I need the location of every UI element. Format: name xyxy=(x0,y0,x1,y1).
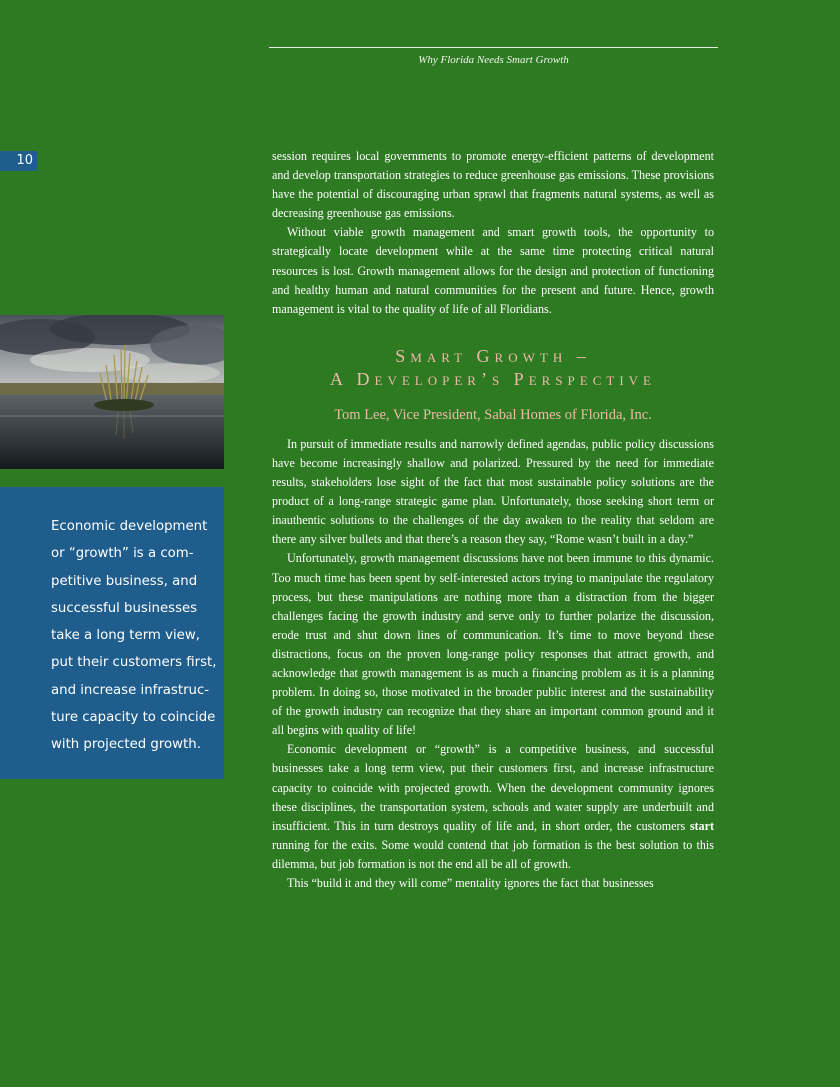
running-title: Why Florida Needs Smart Growth xyxy=(418,54,569,66)
article-body xyxy=(272,147,714,893)
wetland-photo xyxy=(0,315,224,469)
paragraph-5-start: Economic development or “growth” is a competitive business, and successful businesses take a long term view, put their customers first, and increase infrastructure capacity to coincide with projected growth. When the development community ignores these disciplines, the transportation system, schools and water supply are underbuilt and insufficient. This in turn destroys quality of life and, in short order, the customers xyxy=(272,742,714,833)
wetland-photo-image xyxy=(0,315,224,469)
paragraph-6: This “build it and they will come” mentality ignores the fact that businesses xyxy=(287,876,654,890)
paragraph-3: In pursuit of immediate results and narrowly defined agendas, public policy discussions have become increasingly shallow and polarized. Pressured by the need for immediate results, stakeholders lose sight of the fact that most sustainable policy solutions are the product of a long-range strategic game plan. Unfortunately, those seeking short term or inauthentic solutions to the challenges of the day awaken to the reality that seldom are there any silver bullets and that there’s a reason they say, “Rome wasn’t built in a day.” xyxy=(272,436,714,547)
section-heading-line1: Smart Growth – xyxy=(395,345,591,366)
pullquote-panel xyxy=(0,487,224,779)
page-number: 10 xyxy=(0,151,37,171)
section-heading-line2: A Developer’s Perspective xyxy=(330,368,656,389)
bold-word: start xyxy=(689,818,714,833)
section-heading xyxy=(272,345,714,391)
paragraph-1: session requires local governments to promote energy-efficient patterns of development and develop transportation strategies to reduce greenhouse gas emissions. These provisions have the potential of discouraging urban sprawl that fragments natural systems, as well as decreasing greenhouse gas emissions. xyxy=(272,149,714,221)
paragraph-2: Without viable growth management and smart growth tools, the opportunity to strategically locate development while at the same time protecting critical natural resources is lost. Growth management allows for the design and protection of functioning and healthy human and natural communities for the present and future. Hence, growth management is vital to the quality of life of all Floridians. xyxy=(272,225,714,316)
pullquote-text: Economic development or “growth” is a com- petitive business, and successful businesses take a long term view, put their customers first, and increase infrastruc- ture capacity to coincide with projected growth. xyxy=(51,519,217,753)
header-rule xyxy=(269,47,718,48)
author-byline: Tom Lee, Vice President, Sabal Homes of Florida, Inc. xyxy=(334,406,652,423)
paragraph-5-end: running for the exits. Some would contend that job formation is the best solution to this dilemma, but job formation is not the end all be all of growth. xyxy=(272,837,714,871)
paragraph-4: Unfortunately, growth management discussions have not been immune to this dynamic. Too much time has been spent by self-interested actors trying to manipulate the regulatory process, but these manipulations are nothing more than a distraction from the bigger challenges facing the growth industry and serve only to further polarize the discussion, erode trust and shut down lines of communication. It’s time to move beyond these distractions, focus on the proven long-range policy responses that attract growth, and acknowledge that growth management is as much a financing problem as it is a planning problem. In doing so, those motivated in the broader public interest and the sustainability of the growth industry can recognize that they share an important common ground and it all begins with quality of life! xyxy=(272,551,714,738)
paragraph-5 xyxy=(272,740,714,874)
